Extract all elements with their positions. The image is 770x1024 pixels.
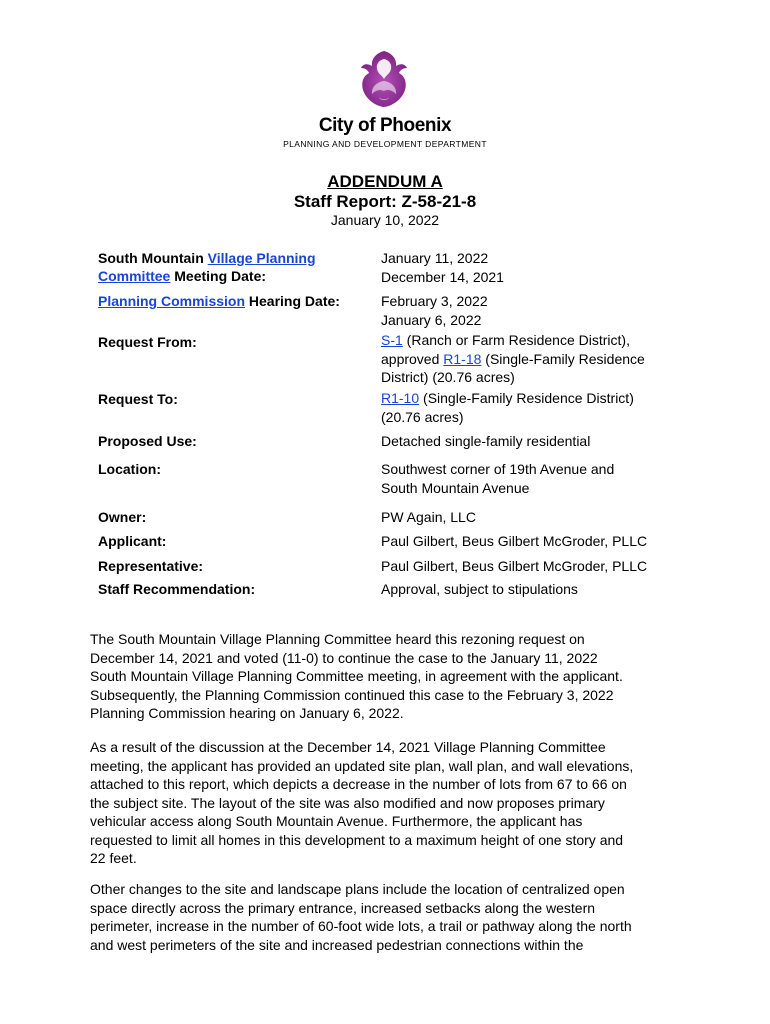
owner-label: Owner: [98, 509, 147, 525]
r1-18-zoning-link[interactable]: R1-18 [443, 350, 482, 367]
applicant-value: Paul Gilbert, Beus Gilbert McGroder, PLLC [381, 533, 648, 549]
vpc-meeting-date-label: South Mountain Village Planning Committee Meeting Date: [98, 250, 316, 284]
staff-report-title: Staff Report: Z-58-21-8 [293, 192, 477, 211]
phoenix-bird-logo-icon [357, 49, 411, 109]
request-to-value: R1-10 (Single-Family Residence District) (20.76 acres) [381, 390, 634, 425]
addendum-title: ADDENDUM A [327, 172, 443, 191]
r1-10-zoning-link[interactable]: R1-10 [381, 390, 420, 406]
village-planning-link[interactable]: Village Planning [207, 250, 316, 266]
report-date: January 10, 2022 [330, 212, 440, 228]
proposed-use-value: Detached single-family residential [381, 433, 591, 449]
location-label: Location: [98, 461, 161, 477]
request-from-value: S-1 (Ranch or Farm Residence District), approved R1-18 (Single-Family Residence District) (20.76 acres) [381, 332, 645, 385]
org-name: City of Phoenix [318, 115, 452, 136]
planning-commission-link[interactable]: Planning Commission [98, 293, 246, 309]
vpc-meeting-date-value: January 11, 2022 December 14, 2021 [381, 250, 504, 285]
pc-hearing-date-value: February 3, 2022 January 6, 2022 [381, 293, 488, 328]
proposed-use-label: Proposed Use: [98, 433, 197, 449]
pc-hearing-date-label: Planning Commission Hearing Date: [98, 293, 340, 309]
owner-value: PW Again, LLC [381, 509, 476, 525]
committee-link[interactable]: Committee [98, 268, 171, 284]
request-to-label: Request To: [98, 391, 178, 407]
location-value: Southwest corner of 19th Avenue and South Mountain Avenue [381, 461, 615, 496]
staff-recommendation-label: Staff Recommendation: [98, 581, 256, 597]
paragraph-3: Other changes to the site and landscape plans include the location of centralized open space directly across the primary entrance, increased setbacks along the western perimeter, increase in the number of 60-foot wide lots, a trail or pathway along the north and west perimeters of the site and increased pedestrian connections within the [90, 881, 632, 953]
staff-recommendation-value: Approval, subject to stipulations [381, 581, 578, 597]
paragraph-1: The South Mountain Village Planning Committee heard this rezoning request on December 14, 2021 and voted (11-0) to continue the case to the January 11, 2022 South Mountain Village Planning Committee meeting, in agreement with the applicant. Subsequently, the Planning Commission continued this case to the February 3, 2022 Planning Commission hearing on January 6, 2022. [90, 631, 623, 721]
s1-zoning-link[interactable]: S-1 [381, 332, 403, 348]
applicant-label: Applicant: [98, 533, 167, 549]
representative-label: Representative: [98, 558, 204, 574]
paragraph-2: As a result of the discussion at the December 14, 2021 Village Planning Committee meeting, the applicant has provided an updated site plan, wall plan, and wall elevations, attached to this report, which depicts a decrease in the number of lots from 67 to 66 on the subject site. The layout of the site was also modified and now proposes primary vehicular access along South Mountain Avenue. Furthermore, the applicant has requested to limit all homes in this development to a maximum height of one story and 22 feet. [90, 739, 634, 866]
representative-value: Paul Gilbert, Beus Gilbert McGroder, PLLC [381, 558, 648, 574]
request-from-label: Request From: [98, 334, 197, 350]
org-department: PLANNING AND DEVELOPMENT DEPARTMENT [283, 139, 487, 149]
